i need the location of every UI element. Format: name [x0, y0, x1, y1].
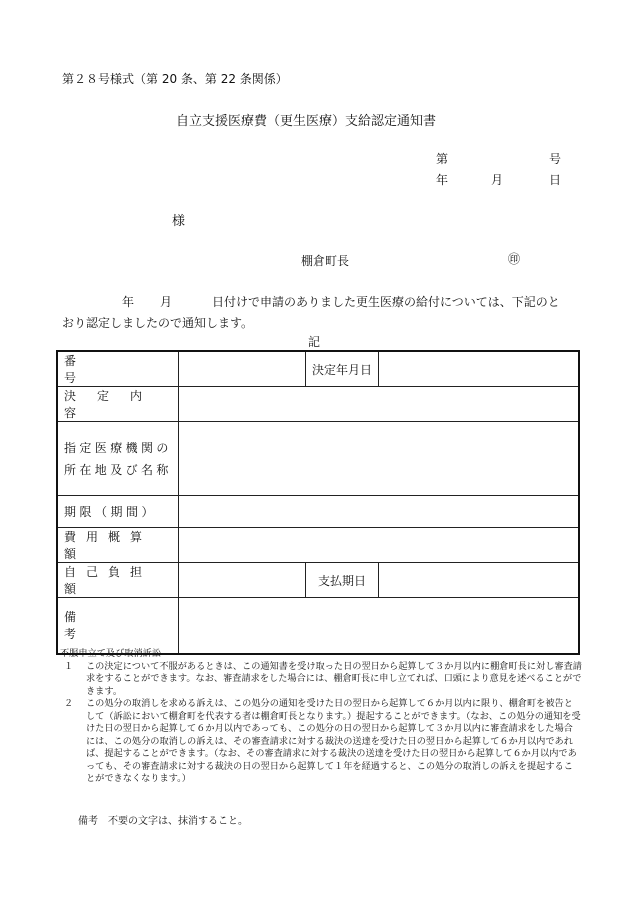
- issuer-name: 棚倉町長: [301, 254, 350, 268]
- form-number: 第２８号様式（第 20 条、第 22 条関係）: [62, 72, 288, 86]
- intro-line1: 日付けで申請のありました更生医療の給付については、下記のと: [212, 295, 560, 309]
- cost-label: 費用概算額: [64, 530, 153, 561]
- payment-date-label: 支払期日: [306, 563, 379, 598]
- decision-date-value: [379, 351, 580, 387]
- addressee-sama: 様: [172, 214, 186, 229]
- note-text: この処分の取消しを求める訴えは、この処分の通知を受けた日の翌日から起算して６か月以内に限り、棚倉町を被告として（訴訟において棚倉町を代表する者は棚倉町長となります。）提起することができます。（なお、この処分の通知を受けた日の翌日から起算して６か月以内であっても、この処分の日の翌日から起算して３か月以内に審査請求をした場合には、この処分の取消しの訴えは、その審査請求に対する裁決の送達を受けた日の翌日から起算して６か月以内であれば、提起することができます。（なお、その審査請求に対する裁決の送達を受けた日の翌日から起算して６か月以内であっても、その審査請求に対する裁決の日の翌日から起算して１年を経過すると、この処分の取消しの訴えを提起することができなくなります。）: [86, 698, 581, 784]
- decision-date-label: 決定年月日: [306, 351, 379, 387]
- number-label-cell: [57, 351, 179, 387]
- note-item: [62, 661, 582, 699]
- copay-label-cell: [57, 563, 179, 598]
- remarks-label: 備考: [64, 610, 165, 642]
- number-label: 番号: [64, 354, 165, 385]
- intro-month: 月: [160, 295, 173, 309]
- ref-month: 月: [491, 173, 504, 187]
- seal-mark: ㊞: [508, 252, 521, 266]
- appeal-notes: [62, 648, 582, 786]
- number-value: [179, 351, 306, 387]
- decision-content-label: 決定内容: [64, 389, 164, 420]
- cost-label-cell: [57, 528, 179, 563]
- remarks-value: [179, 598, 580, 654]
- decision-content-value: [179, 387, 580, 422]
- institution-label-cell: [57, 422, 179, 496]
- period-label-cell: [57, 496, 179, 528]
- ref-year: 年: [436, 173, 449, 187]
- copay-value: [179, 563, 306, 598]
- intro-year: 年: [122, 295, 135, 309]
- note-number: ２: [64, 698, 74, 709]
- notes-heading: 不服申立て及び取消訴訟: [60, 648, 162, 659]
- note-text: この決定について不服があるときは、この通知書を受け取った日の翌日から起算して３か月以内に棚倉町長に対し審査請求をすることができます。なお、審査請求をした場合には、棚倉町長に申し立てれば、口頭により意見を述べることができます。: [86, 660, 582, 697]
- note-item: [62, 698, 582, 786]
- ref-day: 日: [549, 173, 562, 187]
- document-title: 自立支援医療費（更生医療）支給認定通知書: [176, 114, 437, 129]
- institution-label-line1: 指定医療機関の: [64, 440, 172, 455]
- period-value: [179, 496, 580, 528]
- intro-line2: おり認定しましたので通知します。: [62, 316, 254, 330]
- note-number: １: [64, 660, 74, 672]
- ki-mark: 記: [308, 335, 321, 349]
- ref-no-suffix: 号: [549, 152, 562, 166]
- certification-table: [56, 350, 580, 655]
- copay-label: 自己負担額: [64, 565, 153, 596]
- ref-no-prefix: 第: [436, 152, 449, 166]
- bikou-note: 備考 不要の文字は、抹消すること。: [78, 816, 248, 827]
- decision-content-label-cell: [57, 387, 179, 422]
- period-label: 期限（期間）: [64, 505, 158, 519]
- cost-value: [179, 528, 580, 563]
- institution-label-line2: 所在地及び名称: [64, 462, 172, 477]
- remarks-label-cell: [57, 598, 179, 654]
- payment-date-value: [379, 563, 580, 598]
- institution-value: [179, 422, 580, 496]
